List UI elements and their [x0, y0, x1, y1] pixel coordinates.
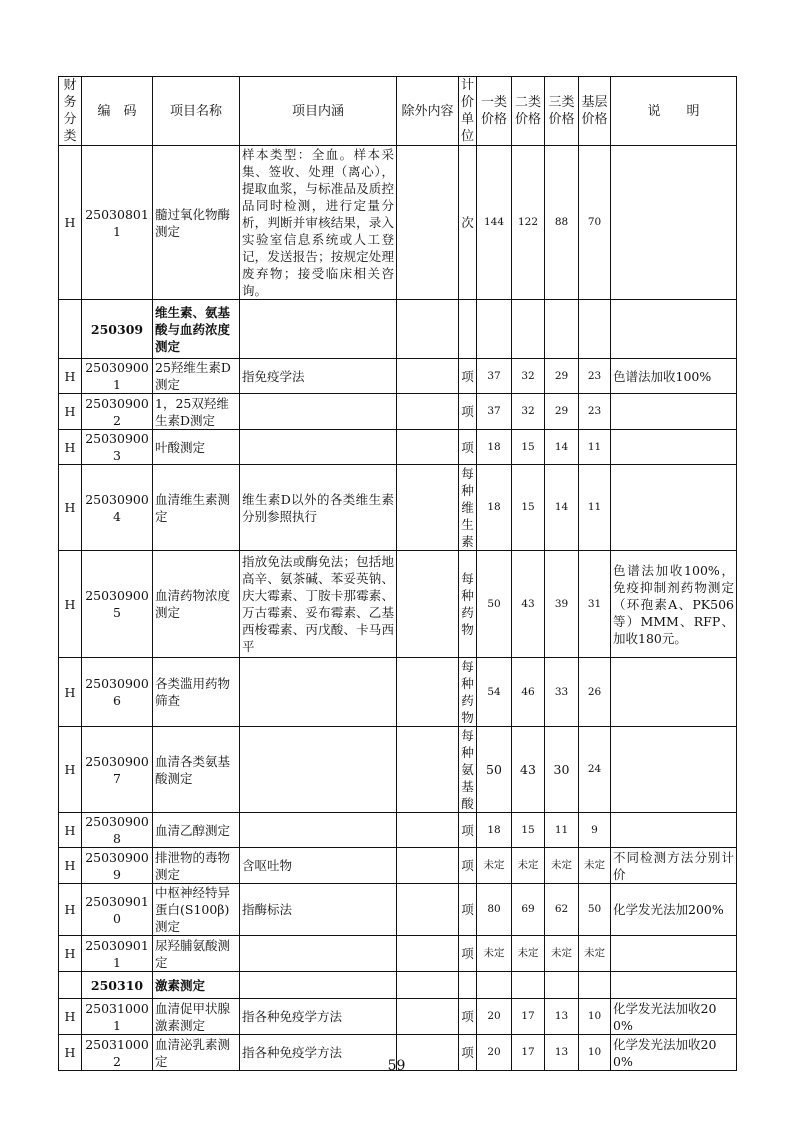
- price3-cell: 未定: [545, 936, 579, 972]
- table-row: [59, 658, 737, 727]
- price-base-cell: 11: [579, 430, 611, 465]
- name-cell: 各类滥用药物筛查: [153, 658, 240, 727]
- code-cell: 250309009: [82, 848, 153, 884]
- name-cell: 髓过氧化物酶测定: [153, 146, 240, 300]
- price1-cell: 20: [477, 999, 512, 1035]
- category-cell: H: [59, 848, 82, 884]
- name-cell: 血清促甲状腺激素测定: [153, 999, 240, 1035]
- price-base-cell: 50: [579, 884, 611, 936]
- table-row: [59, 394, 737, 430]
- price2-cell: 未定: [512, 848, 545, 884]
- price3-cell: 13: [545, 999, 579, 1035]
- price1-cell: 54: [477, 658, 512, 727]
- category-cell: H: [59, 884, 82, 936]
- content-cell: [240, 394, 397, 430]
- header-code: 编 码: [82, 77, 153, 146]
- price2-cell: 15: [512, 813, 545, 848]
- exclusions-cell: [397, 936, 459, 972]
- notes-cell: [611, 300, 737, 359]
- unit-cell: 项: [459, 359, 477, 394]
- content-cell: 样本类型：全血。样本采集、签收、处理（离心），提取血浆，与标准品及质控品同时检测，进行定量分析，判断并审核结果，录入实验室信息系统或人工登记，发送报告；按规定处理废弃物；接受临床相关咨询。: [240, 146, 397, 300]
- content-cell: [240, 430, 397, 465]
- code-cell: 250309001: [82, 359, 153, 394]
- header-price3: 三类价格: [545, 77, 579, 146]
- price1-cell: 50: [477, 727, 512, 813]
- content-cell: [240, 658, 397, 727]
- price1-cell: 18: [477, 430, 512, 465]
- price2-cell: 17: [512, 999, 545, 1035]
- category-cell: [59, 300, 82, 359]
- code-cell: 250309003: [82, 430, 153, 465]
- category-cell: H: [59, 551, 82, 658]
- unit-cell: [459, 300, 477, 359]
- header-price-base: 基层价格: [579, 77, 611, 146]
- header-unit: 计价单位: [459, 77, 477, 146]
- exclusions-cell: [397, 551, 459, 658]
- price-base-cell: [579, 972, 611, 999]
- table-row: [59, 430, 737, 465]
- notes-cell: 化学发光法加收200%: [611, 999, 737, 1035]
- category-cell: H: [59, 430, 82, 465]
- fee-schedule-table: [58, 76, 737, 1071]
- content-cell: 指酶标法: [240, 884, 397, 936]
- table-row: [59, 848, 737, 884]
- price1-cell: 37: [477, 394, 512, 430]
- price3-cell: 14: [545, 465, 579, 551]
- table-row: [59, 146, 737, 300]
- section-code-cell: 250309: [82, 300, 153, 359]
- price1-cell: 未定: [477, 936, 512, 972]
- exclusions-cell: [397, 813, 459, 848]
- content-cell: 指放免法或酶免法；包括地高辛、氨茶碱、苯妥英钠、庆大霉素、丁胺卡那霉素、万古霉素、妥布霉素、乙基西梭霉素、丙戊酸、卡马西平: [240, 551, 397, 658]
- table-row: [59, 551, 737, 658]
- header-content: 项目内涵: [240, 77, 397, 146]
- notes-cell: [611, 146, 737, 300]
- price2-cell: 17: [512, 1035, 545, 1071]
- price-base-cell: 9: [579, 813, 611, 848]
- price2-cell: [512, 972, 545, 999]
- table-row: [59, 936, 737, 972]
- name-cell: 25羟维生素D测定: [153, 359, 240, 394]
- category-cell: H: [59, 146, 82, 300]
- unit-cell: 项: [459, 884, 477, 936]
- category-cell: H: [59, 999, 82, 1035]
- price-base-cell: 26: [579, 658, 611, 727]
- price3-cell: 29: [545, 394, 579, 430]
- price2-cell: 32: [512, 394, 545, 430]
- notes-cell: 化学发光法加200%: [611, 884, 737, 936]
- notes-cell: [611, 972, 737, 999]
- name-cell: 血清维生素测定: [153, 465, 240, 551]
- price-base-cell: 31: [579, 551, 611, 658]
- exclusions-cell: [397, 359, 459, 394]
- notes-cell: 色谱法加收100%: [611, 359, 737, 394]
- exclusions-cell: [397, 465, 459, 551]
- price-base-cell: 10: [579, 1035, 611, 1071]
- price-base-cell: 11: [579, 465, 611, 551]
- name-cell: 叶酸测定: [153, 430, 240, 465]
- price-base-cell: 23: [579, 359, 611, 394]
- content-cell: 维生素D以外的各类维生素分别参照执行: [240, 465, 397, 551]
- code-cell: 250309005: [82, 551, 153, 658]
- unit-cell: 项: [459, 430, 477, 465]
- category-cell: H: [59, 727, 82, 813]
- section-row: [59, 300, 737, 359]
- price-base-cell: 未定: [579, 848, 611, 884]
- unit-cell: 次: [459, 146, 477, 300]
- header-notes: 说 明: [611, 77, 737, 146]
- price3-cell: 29: [545, 359, 579, 394]
- price2-cell: 15: [512, 430, 545, 465]
- price3-cell: 13: [545, 1035, 579, 1071]
- page-number: 59: [387, 1058, 406, 1074]
- exclusions-cell: [397, 300, 459, 359]
- code-cell: 250309010: [82, 884, 153, 936]
- exclusions-cell: [397, 430, 459, 465]
- header-exclusions: 除外内容: [397, 77, 459, 146]
- price2-cell: 46: [512, 658, 545, 727]
- price2-cell: 15: [512, 465, 545, 551]
- price-base-cell: 未定: [579, 936, 611, 972]
- section-row: [59, 972, 737, 999]
- header-name: 项目名称: [153, 77, 240, 146]
- price3-cell: 14: [545, 430, 579, 465]
- unit-cell: 每种药物: [459, 658, 477, 727]
- price3-cell: 62: [545, 884, 579, 936]
- code-cell: 250309011: [82, 936, 153, 972]
- category-cell: H: [59, 813, 82, 848]
- content-cell: [240, 936, 397, 972]
- notes-cell: [611, 936, 737, 972]
- price3-cell: [545, 300, 579, 359]
- table-row: [59, 813, 737, 848]
- category-cell: H: [59, 465, 82, 551]
- notes-cell: [611, 658, 737, 727]
- price-base-cell: [579, 300, 611, 359]
- unit-cell: 每种氨基酸: [459, 727, 477, 813]
- price1-cell: 18: [477, 465, 512, 551]
- content-cell: [240, 972, 397, 999]
- name-cell: 尿羟脯氨酸测定: [153, 936, 240, 972]
- exclusions-cell: [397, 658, 459, 727]
- table-row: [59, 727, 737, 813]
- table-row: [59, 465, 737, 551]
- category-cell: H: [59, 658, 82, 727]
- price1-cell: 18: [477, 813, 512, 848]
- category-cell: [59, 972, 82, 999]
- unit-cell: 项: [459, 848, 477, 884]
- section-title-cell: 维生素、氨基酸与血药浓度测定: [153, 300, 240, 359]
- content-cell: 指各种免疫学方法: [240, 999, 397, 1035]
- unit-cell: 项: [459, 813, 477, 848]
- name-cell: 血清乙醇测定: [153, 813, 240, 848]
- name-cell: 1，25双羟维生素D测定: [153, 394, 240, 430]
- price1-cell: 50: [477, 551, 512, 658]
- price2-cell: 32: [512, 359, 545, 394]
- price1-cell: 未定: [477, 848, 512, 884]
- category-cell: H: [59, 1035, 82, 1071]
- notes-cell: [611, 813, 737, 848]
- content-cell: 含呕吐物: [240, 848, 397, 884]
- price3-cell: 11: [545, 813, 579, 848]
- exclusions-cell: [397, 394, 459, 430]
- name-cell: 血清泌乳素测定: [153, 1035, 240, 1071]
- price2-cell: 69: [512, 884, 545, 936]
- price2-cell: 122: [512, 146, 545, 300]
- price2-cell: [512, 300, 545, 359]
- notes-cell: [611, 430, 737, 465]
- table-row: [59, 999, 737, 1035]
- price1-cell: 20: [477, 1035, 512, 1071]
- price1-cell: 144: [477, 146, 512, 300]
- code-cell: 250310001: [82, 999, 153, 1035]
- exclusions-cell: [397, 999, 459, 1035]
- code-cell: 250309008: [82, 813, 153, 848]
- price3-cell: 33: [545, 658, 579, 727]
- price-base-cell: 70: [579, 146, 611, 300]
- code-cell: 250309007: [82, 727, 153, 813]
- unit-cell: 项: [459, 999, 477, 1035]
- category-cell: H: [59, 394, 82, 430]
- unit-cell: 项: [459, 1035, 477, 1071]
- exclusions-cell: [397, 848, 459, 884]
- price1-cell: [477, 972, 512, 999]
- header-row: [59, 77, 737, 146]
- name-cell: 血清各类氨基酸测定: [153, 727, 240, 813]
- exclusions-cell: [397, 972, 459, 999]
- price3-cell: 39: [545, 551, 579, 658]
- price1-cell: 37: [477, 359, 512, 394]
- price-base-cell: 23: [579, 394, 611, 430]
- category-cell: H: [59, 359, 82, 394]
- notes-cell: [611, 465, 737, 551]
- price2-cell: 43: [512, 727, 545, 813]
- price3-cell: 未定: [545, 848, 579, 884]
- price3-cell: 88: [545, 146, 579, 300]
- notes-cell: [611, 727, 737, 813]
- table-row: [59, 884, 737, 936]
- code-cell: 250309006: [82, 658, 153, 727]
- exclusions-cell: [397, 727, 459, 813]
- price1-cell: 80: [477, 884, 512, 936]
- content-cell: 指各种免疫学方法: [240, 1035, 397, 1071]
- header-price2: 二类价格: [512, 77, 545, 146]
- name-cell: 中枢神经特异蛋白(S100β)测定: [153, 884, 240, 936]
- notes-cell: 不同检测方法分别计价: [611, 848, 737, 884]
- content-cell: [240, 813, 397, 848]
- notes-cell: 化学发光法加收200%: [611, 1035, 737, 1071]
- notes-cell: 色谱法加收100%，免疫抑制剂药物测定（环孢素A、PK506等）MMM、RFP、加收180元。: [611, 551, 737, 658]
- exclusions-cell: [397, 146, 459, 300]
- unit-cell: 项: [459, 394, 477, 430]
- category-cell: H: [59, 936, 82, 972]
- price-base-cell: 24: [579, 727, 611, 813]
- code-cell: 250309002: [82, 394, 153, 430]
- exclusions-cell: [397, 884, 459, 936]
- unit-cell: 每种药物: [459, 551, 477, 658]
- unit-cell: 每种维生素: [459, 465, 477, 551]
- name-cell: 排泄物的毒物测定: [153, 848, 240, 884]
- price2-cell: 未定: [512, 936, 545, 972]
- notes-cell: [611, 394, 737, 430]
- unit-cell: 项: [459, 936, 477, 972]
- section-code-cell: 250310: [82, 972, 153, 999]
- price1-cell: [477, 300, 512, 359]
- content-cell: 指免疫学法: [240, 359, 397, 394]
- price3-cell: 30: [545, 727, 579, 813]
- header-price1: 一类价格: [477, 77, 512, 146]
- code-cell: 250310002: [82, 1035, 153, 1071]
- price2-cell: 43: [512, 551, 545, 658]
- header-category: 财务分类: [59, 77, 82, 146]
- code-cell: 250308011: [82, 146, 153, 300]
- price3-cell: [545, 972, 579, 999]
- content-cell: [240, 300, 397, 359]
- price-base-cell: 10: [579, 999, 611, 1035]
- code-cell: 250309004: [82, 465, 153, 551]
- name-cell: 血清药物浓度测定: [153, 551, 240, 658]
- table-row: [59, 359, 737, 394]
- unit-cell: [459, 972, 477, 999]
- section-title-cell: 激素测定: [153, 972, 240, 999]
- content-cell: [240, 727, 397, 813]
